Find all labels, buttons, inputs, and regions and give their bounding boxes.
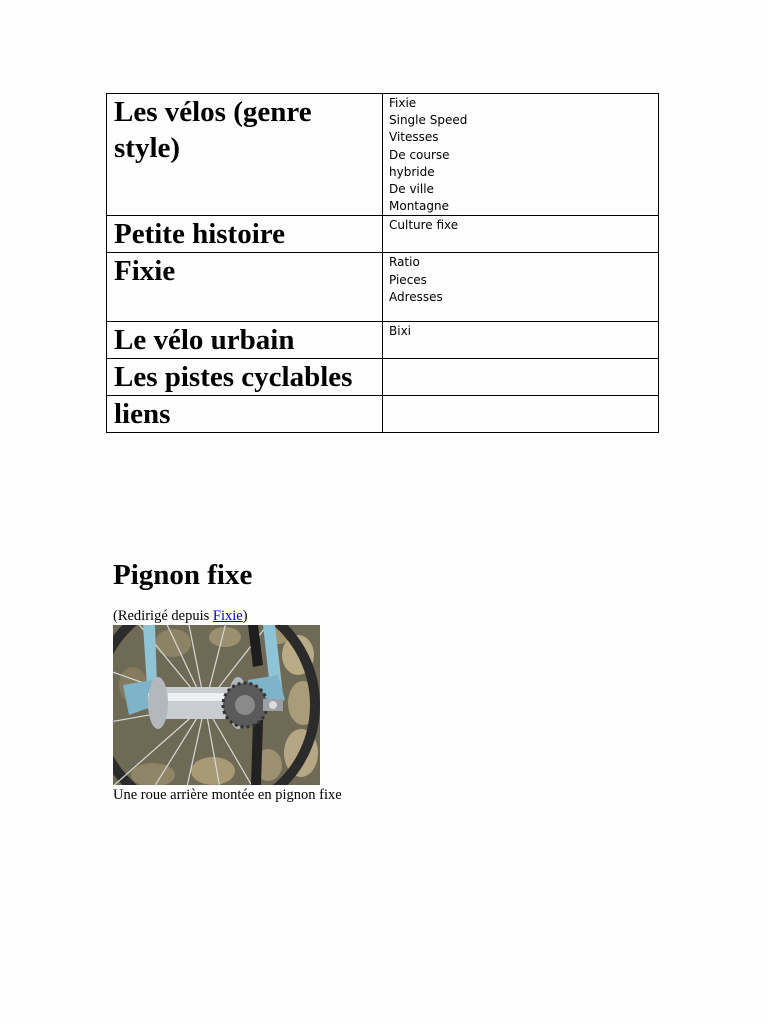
- subtopic-item: Single Speed: [389, 113, 468, 128]
- subtopic-cell: [383, 94, 659, 216]
- topic-title: Les vélos (genre style): [114, 96, 312, 164]
- article-title: Pignon fixe: [113, 559, 253, 591]
- topic-cell: [107, 94, 383, 216]
- table-row: [107, 216, 659, 253]
- subtopic-item: Montagne: [389, 199, 449, 214]
- redirect-link[interactable]: Fixie: [212, 608, 243, 624]
- subtopic-list: [383, 94, 658, 215]
- subtopic-item: Bixi: [389, 324, 412, 339]
- topic-cell: [107, 359, 383, 396]
- redirect-notice: [113, 607, 673, 625]
- subtopic-cell: [383, 216, 659, 253]
- subtopic-item: Adresses: [389, 289, 443, 304]
- article: [113, 555, 673, 804]
- table-row: [107, 322, 659, 359]
- topic-cell: [107, 396, 383, 433]
- subtopic-list: [383, 322, 658, 340]
- subtopic-item: Ratio: [389, 255, 420, 270]
- table-row: [107, 359, 659, 396]
- redirect-suffix: ): [242, 608, 248, 624]
- bicycle-rear-hub-photo[interactable]: [113, 625, 320, 785]
- subtopic-cell: [383, 359, 659, 396]
- subtopic-list: [383, 253, 658, 306]
- topic-cell: [107, 253, 383, 322]
- subtopic-cell: [383, 396, 659, 433]
- topic-cell: [107, 216, 383, 253]
- subtopic-item: Fixie: [389, 96, 417, 110]
- topic-title: liens: [114, 398, 171, 431]
- subtopic-cell: [383, 253, 659, 322]
- topic-title: Le vélo urbain: [114, 324, 295, 357]
- topic-title: Les pistes cyclables: [114, 361, 353, 394]
- image-caption: Une roue arrière montée en pignon fixe: [113, 787, 342, 803]
- table-row: [107, 396, 659, 433]
- topic-title: Fixie: [114, 255, 176, 288]
- subtopic-item: Culture fixe: [389, 218, 459, 233]
- subtopic-item: Pieces: [389, 272, 427, 287]
- subtopic-list: [383, 216, 658, 234]
- subtopic-item: De ville: [389, 182, 434, 197]
- table-row: [107, 253, 659, 322]
- subtopic-item: De course: [389, 147, 450, 162]
- table-row: [107, 94, 659, 216]
- redirect-prefix: (Redirigé depuis: [113, 608, 213, 624]
- topic-cell: [107, 322, 383, 359]
- subtopic-item: Vitesses: [389, 130, 439, 145]
- subtopic-cell: [383, 322, 659, 359]
- subtopic-item: hybride: [389, 164, 435, 179]
- topic-title: Petite histoire: [114, 218, 285, 251]
- topics-table: [106, 93, 659, 433]
